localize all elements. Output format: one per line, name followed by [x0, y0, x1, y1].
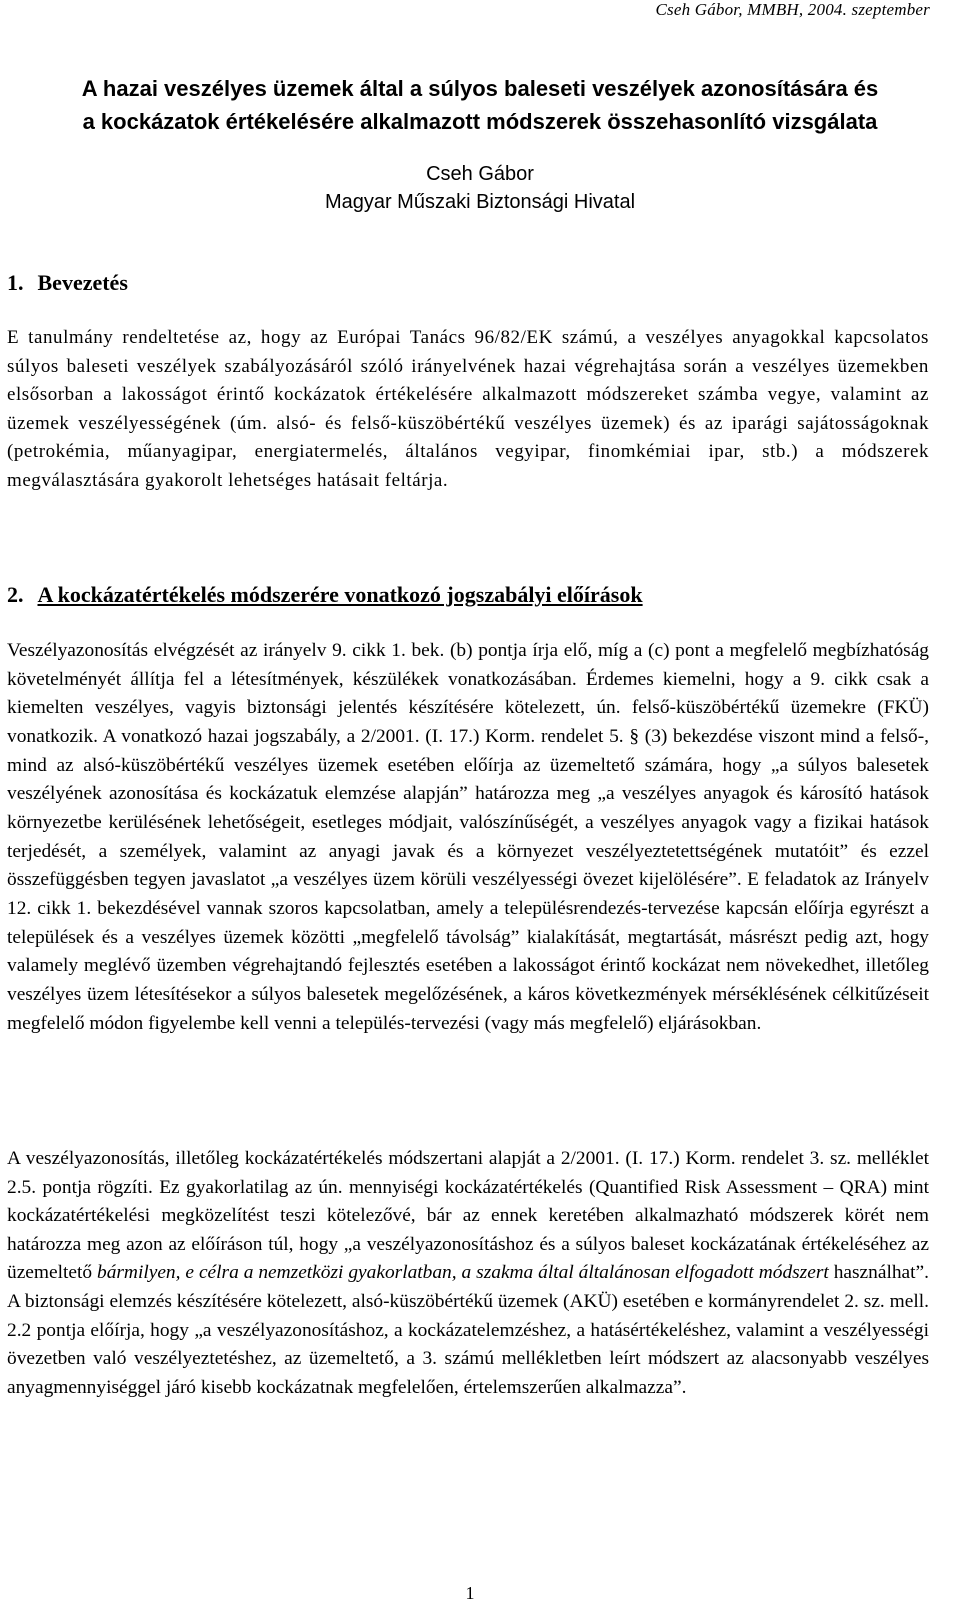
paragraph-2-start: A veszélyazonosítás, illetőleg kockázatértékelés módszertani alapját a 2/2001. (I. 17.) Korm. rendelet 3. sz. melléklet 2.5. pontja rögzíti. Ez gyakorlatilag az ún. mennyiségi kockázatértékelés (Quantified Risk Assessment – QRA) mint kockázatértékelési megközelítést teszi kötelezővé, bár az ennek keretében alkalmazható módszerek körét nem határozza meg azon az előíráson túl, hogy „a veszélyazonosításhoz és a súlyos baleset kockázatának értékeléséhez az üzemeltető	[7, 1148, 929, 1284]
section-1-title: Bevezetés	[37, 270, 128, 295]
section-1-heading	[7, 270, 128, 296]
author-block	[0, 160, 960, 216]
section-1-paragraph: E tanulmány rendeltetése az, hogy az Európai Tanács 96/82/EK számú, a veszélyes anyagokkal kapcsolatos súlyos baleseti veszélyek szabályozásáról szóló irányelvének hazai végrehajtása során a veszélyes üzemekben elsősorban a lakosságot érintő kockázatok értékelésére alkalmazott módszereket számba vegye, valamint az üzemek veszélyességének (úm. alsó- és felső-küszöbértékű veszélyes üzemek) és az iparági sajátosságoknak (petrokémia, műanyagipar, energiatermelés, általános vegyipar, finomkémiai ipar, stb.) a módszerek megválasztására gyakorolt lehetséges hatásait feltárja.	[7, 327, 929, 491]
title-line-1: A hazai veszélyes üzemek által a súlyos baleseti veszélyek azonosítására és	[81, 76, 879, 101]
section-2-heading	[7, 582, 643, 608]
title-line-2: a kockázatok értékelésére alkalmazott módszerek összehasonlító vizsgálata	[82, 109, 878, 134]
running-head: Cseh Gábor, MMBH, 2004. szeptember	[655, 0, 930, 19]
page-number: 1	[465, 1583, 475, 1603]
section-1-number: 1.	[7, 270, 24, 295]
section-2-number: 2.	[7, 582, 24, 607]
paragraph-2-italic-quote: bármilyen, e célra a nemzetközi gyakorlatban, a szakma által általánosan elfogadott módszert	[97, 1262, 829, 1284]
document-title	[0, 72, 960, 138]
section-2-paragraph-2	[7, 1145, 929, 1402]
section-2-title: A kockázatértékelés módszerére vonatkozó jogszabályi előírások	[37, 582, 643, 607]
author-affiliation: Magyar Műszaki Biztonsági Hivatal	[324, 191, 636, 213]
paragraph-2-end: használhat”. A biztonsági elemzés készítésére kötelezett, alsó-küszöbértékű üzemek (AKÜ) esetében e kormányrendelet 2. sz. mell. 2.2 pontja előírja, hogy „a veszélyazonosításhoz, a kockázatelemzéshez, a hatásértékeléshez, valamint a veszélyességi övezetben való veszélyeztetéshez, az üzemeltető, a 3. számú mellékletben leírt módszert az alacsonyabb veszélyes anyagmennyiséggel járó kisebb kockázatnak megfelelően, értelemszerűen alkalmazza”.	[7, 1262, 929, 1398]
author-name: Cseh Gábor	[426, 163, 534, 185]
section-2-paragraph-1: Veszélyazonosítás elvégzését az irányelv 9. cikk 1. bek. (b) pontja írja elő, míg a (c) pont a megfelelő megbízhatóság követelményét állítja fel a létesítmények, készülékek vonatkozásában. Érdemes kiemelni, hogy a 9. cikk csak a kiemelten veszélyes, vagyis biztonsági jelentés készítésére kötelezett, ún. felső-küszöbértékű üzemekre (FKÜ) vonatkozik. A vonatkozó hazai jogszabály, a 2/2001. (I. 17.) Korm. rendelet 5. § (3) bekezdése viszont mind a felső-, mind az alsó-küszöbértékű veszélyes üzemek esetében előírja az üzemeltető számára, hogy „a súlyos balesetek veszélyének azonosítása és kockázatuk elemzése alapján” határozza meg „a veszélyes anyagok és károsító hatások környezetbe kerülésének lehetőségeit, esetleges módjait, valószínűségét, a veszélyes anyagok vagy a fizikai hatások terjedését, a személyek, valamint az anyagi javak és a környezet veszélyeztetettségének mutatóit” és ezzel összefüggésben tegyen javaslatot „a veszélyes üzem körüli veszélyességi övezet kijelölésére”. E feladatok az Irányelv 12. cikk 1. bekezdésével vannak szoros kapcsolatban, amely a településrendezés-tervezése kapcsán előírja egyrészt a települések és a veszélyes üzemek közötti „megfelelő távolság” kialakítását, megtartását, másrészt pedig azt, hogy valamely meglévő üzemben végrehajtandó fejlesztés esetében a lakosságot érintő kockázat nem növekedhet, illetőleg veszélyes üzem létesítésekor a súlyos balesetek megelőzésének, a káros következmények mérséklésének célkitűzéseit megfelelő módon figyelembe kell venni a település-tervezési (vagy más megfelelő) eljárásokban.	[7, 640, 929, 1034]
